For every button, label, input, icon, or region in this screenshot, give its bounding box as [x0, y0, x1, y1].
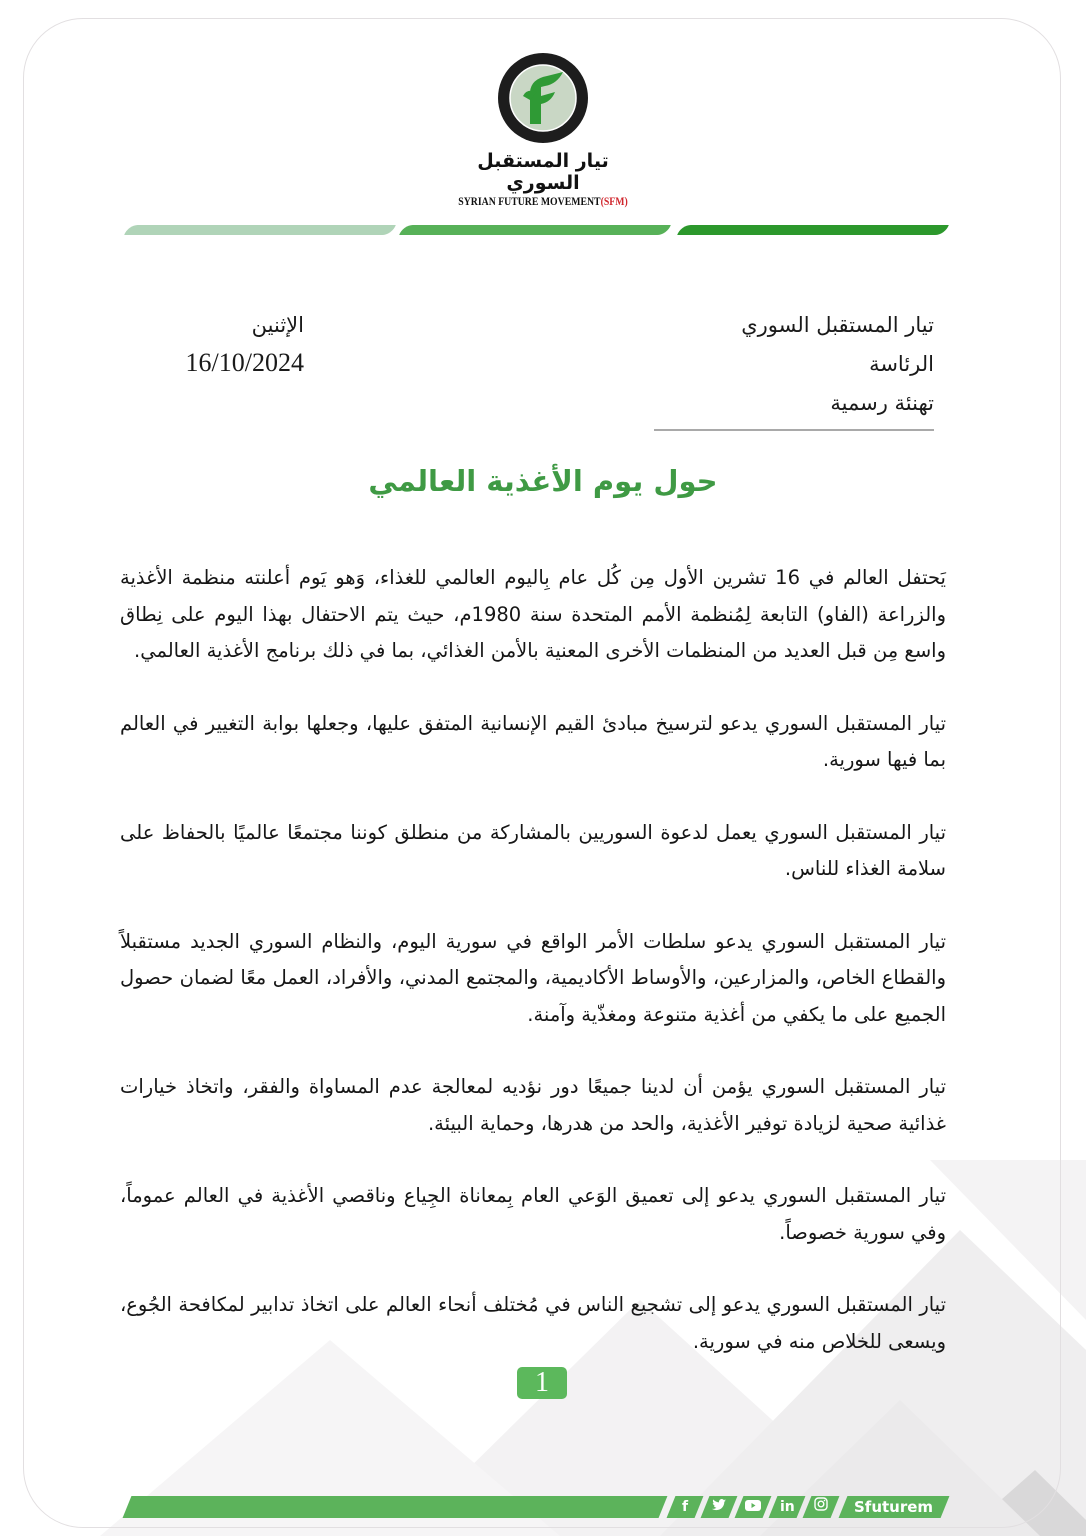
header-stripe-light — [124, 225, 396, 235]
social-handle-text: Sfuturem — [854, 1498, 934, 1516]
paragraph: تيار المستقبل السوري يدعو إلى تشجيع الناس في مُختلف أنحاء العالم على اتخاذ تدابير لمكافحة الجُوع، ويسعى للخلاص منه في سورية. — [120, 1293, 946, 1353]
sender-divider — [654, 429, 934, 431]
date: 16/10/2024 — [185, 348, 304, 377]
header-stripe-dark — [677, 225, 949, 235]
paragraph: تيار المستقبل السوري يدعو سلطات الأمر الواقع في سورية اليوم، والنظام السوري الجديد مستقبلاً والقطاع الخاص، والمزارعين، والأوساط الأكاديمية، والمجتمع المدني، والأفراد، العمل معًا لضمان حصول الجميع على ما يكفي من أغذية متنوعة ومغذّية وآمنة. — [120, 929, 946, 1026]
sender-block — [654, 306, 934, 431]
department: الرئاسة — [869, 352, 934, 376]
header-logo — [443, 52, 643, 208]
date-block — [176, 306, 304, 382]
paragraph: يَحتفل العالم في 16 تشرين الأول مِن كُل عام بِاليوم العالمي للغذاء، وَهو يَوم أعلنته منظمة الأغذية والزراعة (الفاو) التابعة لِمُنظمة الأمم المتحدة سنة 1980م، حيث يتم الاحتفال بهذا اليوم على نِطاق واسع مِن قبل العديد من المنظمات الأخرى المعنية بالأمن الغذائي، بما في ذلك برنامج الأغذية العالمي. — [120, 566, 946, 662]
youtube-glyph — [745, 1496, 761, 1518]
document-body — [120, 560, 946, 1396]
paragraph: تيار المستقبل السوري يدعو إلى تعميق الوَعي العام بِمعاناة الجِياع وناقصي الأغذية في العالم عموماً، وفي سورية خصوصاً. — [120, 1184, 946, 1244]
page-number-badge: 1 — [517, 1367, 567, 1399]
header-stripe-mid — [399, 225, 671, 235]
org-name-arabic: تيار المستقبل السوري — [477, 150, 609, 194]
org-name-english-text: SYRIAN FUTURE MOVEMENT — [458, 196, 601, 208]
sender-name: تيار المستقبل السوري — [741, 313, 934, 337]
footer-bar — [123, 1496, 668, 1518]
facebook-glyph: f — [681, 1499, 689, 1515]
twitter-glyph — [712, 1496, 726, 1518]
linkedin-icon[interactable] — [769, 1496, 806, 1518]
document-title: حول يوم الأغذية العالمي — [368, 464, 718, 498]
facebook-icon[interactable] — [667, 1496, 704, 1518]
paragraph: تيار المستقبل السوري يؤمن أن لدينا جميعًا دور نؤديه لمعالجة عدم المساواة والفقر، واتخاذ خيارات غذائية صحية لزيادة توفير الأغذية، والحد من هدرها، وحماية البيئة. — [120, 1075, 946, 1135]
instagram-glyph — [814, 1496, 828, 1518]
paragraph: تيار المستقبل السوري يدعو لترسيخ مبادئ القيم الإنسانية المتفق عليها، وجعلها بوابة التغيير في العالم بما فيها سورية. — [120, 711, 946, 771]
org-name-english — [458, 196, 628, 208]
org-abbr: (SFM) — [600, 196, 628, 208]
youtube-icon[interactable] — [735, 1496, 772, 1518]
subject: تهنئة رسمية — [830, 391, 934, 415]
twitter-icon[interactable] — [701, 1496, 738, 1518]
linkedin-glyph: in — [779, 1499, 795, 1515]
paragraph: تيار المستقبل السوري يعمل لدعوة السوريين بالمشاركة من منطلق كوننا مجتمعًا عالميًا بالحفاظ على سلامة الغذاء للناس. — [120, 820, 946, 880]
sfm-logo-icon — [497, 52, 589, 144]
day-name: الإثنين — [251, 313, 304, 337]
social-handle-link[interactable] — [839, 1496, 950, 1518]
instagram-icon[interactable] — [803, 1496, 840, 1518]
